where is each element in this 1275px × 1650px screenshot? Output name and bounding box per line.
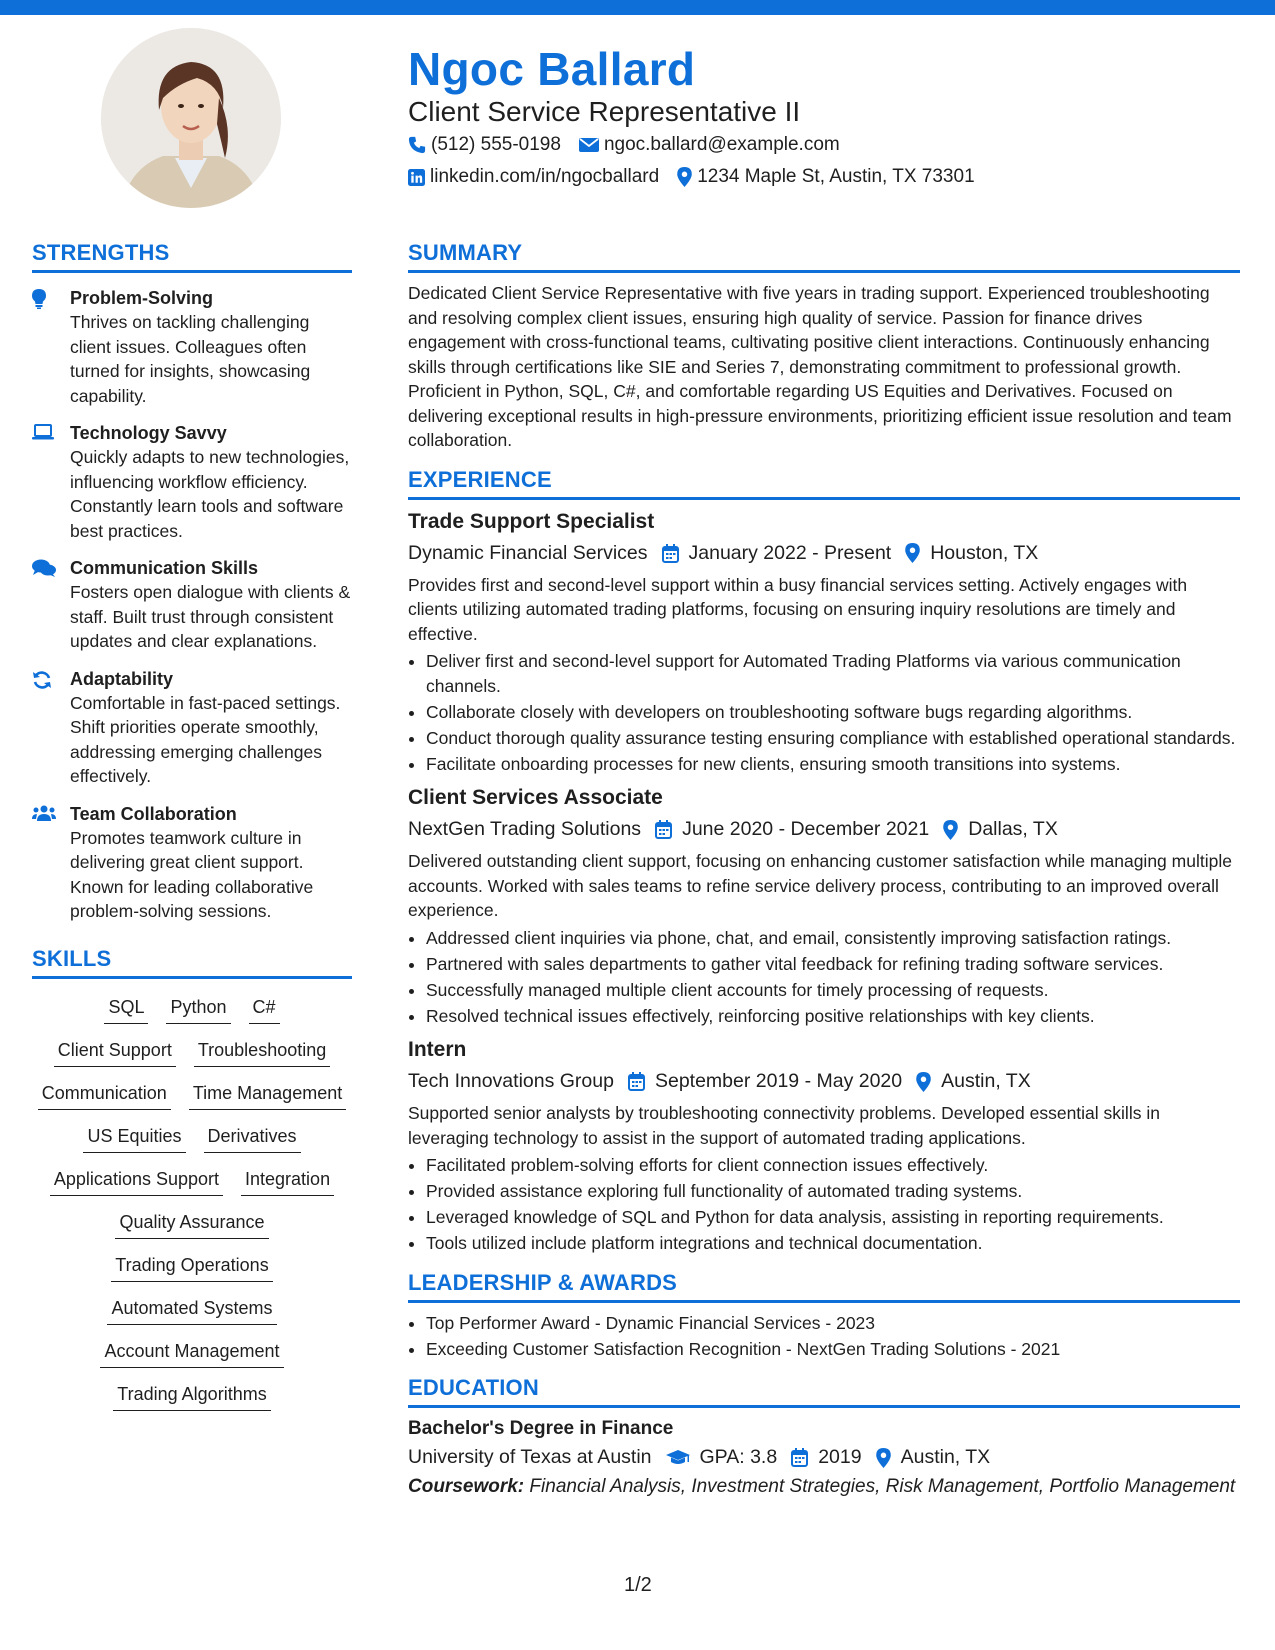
job-company: Dynamic Financial Services — [408, 541, 648, 564]
list-item: • Collaborate closely with developers on troubleshooting software bugs regarding algorithms. — [426, 700, 1240, 725]
list-item: • Facilitate onboarding processes for new clients, ensuring smooth transitions into systems. — [426, 752, 1240, 777]
linkedin-text: linkedin.com/in/ngocballard — [430, 166, 660, 187]
address-text: 1234 Maple St, Austin, TX 73301 — [697, 166, 975, 187]
job-dates-text: June 2020 - December 2021 — [682, 818, 930, 840]
list-item: • Conduct thorough quality assurance testing ensuring compliance with established operational standards. — [426, 726, 1240, 751]
job-company: NextGen Trading Solutions — [408, 818, 642, 840]
strength-item — [32, 803, 352, 924]
job-description: Delivered outstanding client support, focusing on enhancing customer satisfaction while managing multiple accounts. Worked with sales teams to refine service delivery process, contributing to an improved overall experience. — [408, 851, 1232, 920]
summary-text: Dedicated Client Service Representative with five years in trading support. Experienced troubleshooting and resolving complex client issues, ensuring high quality of service. Passion for finance drives engagement with cross-functional teams, cultivating positive client interactions. Continuously enhancing skills through certifications like SIE and Series 7, demonstrating commitment to professional growth. Proficient in Python, SQL, C#, and comfortable regarding US Equities and Derivatives. Focused on delivering exceptional results in high-pressure environments, prioritizing efficient issue resolution and team collaboration. — [408, 283, 1232, 450]
job-bullets — [408, 649, 1240, 776]
strength-title: Adaptability — [70, 668, 174, 689]
contact-linkedin[interactable] — [408, 166, 659, 188]
laptop-icon — [32, 424, 54, 440]
skill-tag: Trading Operations — [111, 1253, 272, 1282]
map-marker-icon — [905, 543, 920, 563]
contact-email[interactable] — [579, 134, 840, 156]
job-location-text: Dallas, TX — [968, 818, 1058, 840]
skill-tag: C# — [249, 995, 280, 1024]
strength-desc: Promotes teamwork culture in delivering great client support. Known for leading collaborative problem-solving sessions. — [70, 827, 314, 921]
job-dates-text: January 2022 - Present — [688, 541, 892, 564]
strength-item — [32, 668, 352, 789]
job-description: Provides first and second-level support within a busy financial services setting. Actively engages with clients utilizing automated trading platforms, focusing on ensuring inquiry resolutions are timely and effective. — [408, 574, 1188, 644]
job-location-text: Houston, TX — [930, 541, 1039, 564]
contact-phone[interactable] — [408, 134, 561, 156]
school-name: University of Texas at Austin — [408, 1446, 652, 1468]
strength-item — [32, 557, 352, 654]
strength-desc: Thrives on tackling challenging client issues. Colleagues often turned for insights, showcasing capability. — [70, 312, 311, 406]
job-meta — [408, 542, 1240, 565]
list-item: • Successfully managed multiple client accounts for timely processing of requests. — [426, 978, 1240, 1003]
year-text: 2019 — [818, 1446, 862, 1468]
strength-title: Communication Skills — [70, 558, 259, 578]
strengths-heading: STRENGTHS — [32, 240, 352, 273]
phone-icon — [408, 136, 426, 154]
strength-desc: Quickly adapts to new technologies, influencing workflow efficiency. Constantly learn tools and software best practices. — [70, 447, 350, 541]
candidate-name: Ngoc Ballard — [408, 43, 696, 95]
list-item: • Tools utilized include platform integrations and technical documentation. — [426, 1231, 1240, 1256]
skill-tag: Automated Systems — [107, 1296, 276, 1325]
skill-tag: SQL — [104, 995, 148, 1024]
email-text: ngoc.ballard@example.com — [603, 134, 840, 155]
map-marker-icon — [876, 1448, 891, 1468]
list-item: • Exceeding Customer Satisfaction Recognition - NextGen Trading Solutions - 2021 — [426, 1337, 1240, 1362]
job-title: Trade Support Specialist — [408, 509, 655, 533]
skill-tag: Trading Algorithms — [113, 1382, 270, 1411]
skill-tag: Client Support — [54, 1038, 176, 1067]
skill-tag: Time Management — [189, 1081, 346, 1110]
list-item: • Leveraged knowledge of SQL and Python for data analysis, assisting in reporting requirements. — [426, 1205, 1240, 1230]
envelope-icon — [579, 137, 599, 153]
profile-photo — [101, 28, 281, 208]
job-meta — [408, 818, 1240, 841]
summary-heading: SUMMARY — [408, 240, 1240, 273]
coursework-text: Financial Analysis, Investment Strategies, Risk Management, Portfolio Management — [529, 1476, 1236, 1497]
job-title: Intern — [408, 1038, 467, 1061]
graduation-year — [791, 1446, 861, 1469]
calendar-icon — [628, 1072, 645, 1091]
education-heading: EDUCATION — [408, 1375, 1240, 1408]
calendar-icon — [662, 544, 679, 563]
skill-tag: US Equities — [83, 1124, 185, 1153]
job-location — [905, 542, 1038, 565]
coursework-label: Coursework: — [408, 1476, 525, 1497]
lightbulb-icon — [32, 289, 46, 309]
job-bullets — [408, 1153, 1240, 1256]
calendar-icon — [655, 820, 672, 839]
experience-heading: EXPERIENCE — [408, 467, 1240, 500]
skills-list — [32, 995, 352, 1411]
list-item: • Facilitated problem-solving efforts for client connection issues effectively. — [426, 1153, 1240, 1178]
job-dates-text: September 2019 - May 2020 — [654, 1070, 903, 1092]
job-bullets — [408, 926, 1240, 1029]
right-column — [408, 240, 1240, 1498]
map-marker-icon — [916, 1072, 931, 1092]
top-accent-bar — [0, 0, 1275, 15]
job-location — [916, 1070, 1031, 1093]
job-company: Tech Innovations Group — [408, 1070, 614, 1092]
strength-item — [32, 422, 352, 543]
strength-desc: Comfortable in fast-paced settings. Shift priorities operate smoothly, addressing emerging challenges effectively. — [70, 692, 341, 786]
gpa — [666, 1446, 778, 1469]
skill-tag: Derivatives — [204, 1124, 301, 1153]
strength-title: Problem-Solving — [70, 288, 214, 308]
location-text: Austin, TX — [900, 1446, 991, 1468]
linkedin-icon — [408, 169, 425, 186]
job-dates — [628, 1070, 902, 1093]
candidate-role: Client Service Representative II — [408, 96, 801, 127]
skill-tag: Troubleshooting — [194, 1038, 330, 1067]
degree-title: Bachelor's Degree in Finance — [408, 1418, 674, 1439]
page-number: 1/2 — [624, 1574, 652, 1596]
job-description: Supported senior analysts by troubleshooting connectivity problems. Developed essential skills in leveraging technology to assist in the support of automated trading applications. — [408, 1103, 1160, 1148]
list-item: • Resolved technical issues effectively, reinforcing positive relationships with key clients. — [426, 1004, 1240, 1029]
coursework — [408, 1475, 1240, 1498]
comments-icon — [32, 559, 56, 577]
job-location-text: Austin, TX — [941, 1070, 1031, 1092]
skill-tag: Applications Support — [50, 1167, 223, 1196]
job-location — [943, 818, 1058, 841]
left-column — [32, 240, 352, 1411]
list-item: • Partnered with sales departments to gather vital feedback for refining trading software services. — [426, 952, 1240, 977]
list-item: • Deliver first and second-level support for Automated Trading Platforms via various communication channels. — [426, 649, 1240, 698]
skill-tag: Integration — [241, 1167, 334, 1196]
graduation-cap-icon — [666, 1450, 690, 1466]
job-dates — [662, 542, 892, 565]
list-item: • Provided assistance exploring full functionality of automated trading systems. — [426, 1179, 1240, 1204]
gpa-text: GPA: 3.8 — [699, 1446, 778, 1468]
skill-tag: Account Management — [100, 1339, 283, 1368]
contact-address — [677, 166, 974, 188]
awards-list — [408, 1311, 1240, 1362]
phone-text: (512) 555-0198 — [431, 134, 561, 155]
list-item: • Addressed client inquiries via phone, chat, and email, consistently improving satisfaction ratings. — [426, 926, 1240, 951]
map-marker-icon — [943, 820, 958, 840]
strength-title: Team Collaboration — [70, 803, 237, 824]
list-item: • Top Performer Award - Dynamic Financial Services - 2023 — [426, 1311, 1240, 1336]
contact-row-1 — [408, 134, 858, 156]
sync-icon — [32, 670, 52, 690]
skill-tag: Python — [166, 995, 230, 1024]
strength-title: Technology Savvy — [70, 423, 227, 443]
awards-heading: LEADERSHIP & AWARDS — [408, 1270, 1240, 1303]
education-meta — [408, 1446, 1240, 1469]
strength-desc: Fosters open dialogue with clients & staff. Built trust through consistent updates and clear explanations. — [70, 582, 351, 651]
job-dates — [655, 818, 929, 841]
strength-item — [32, 287, 352, 408]
job-title: Client Services Associate — [408, 786, 663, 809]
map-marker-icon — [677, 167, 692, 187]
school-location — [876, 1446, 991, 1469]
users-icon — [32, 805, 56, 821]
skills-heading: SKILLS — [32, 946, 352, 979]
contact-row-2 — [408, 166, 993, 188]
skill-tag: Communication — [38, 1081, 171, 1110]
calendar-icon — [791, 1448, 808, 1467]
skill-tag: Quality Assurance — [115, 1210, 268, 1239]
job-meta — [408, 1070, 1240, 1093]
